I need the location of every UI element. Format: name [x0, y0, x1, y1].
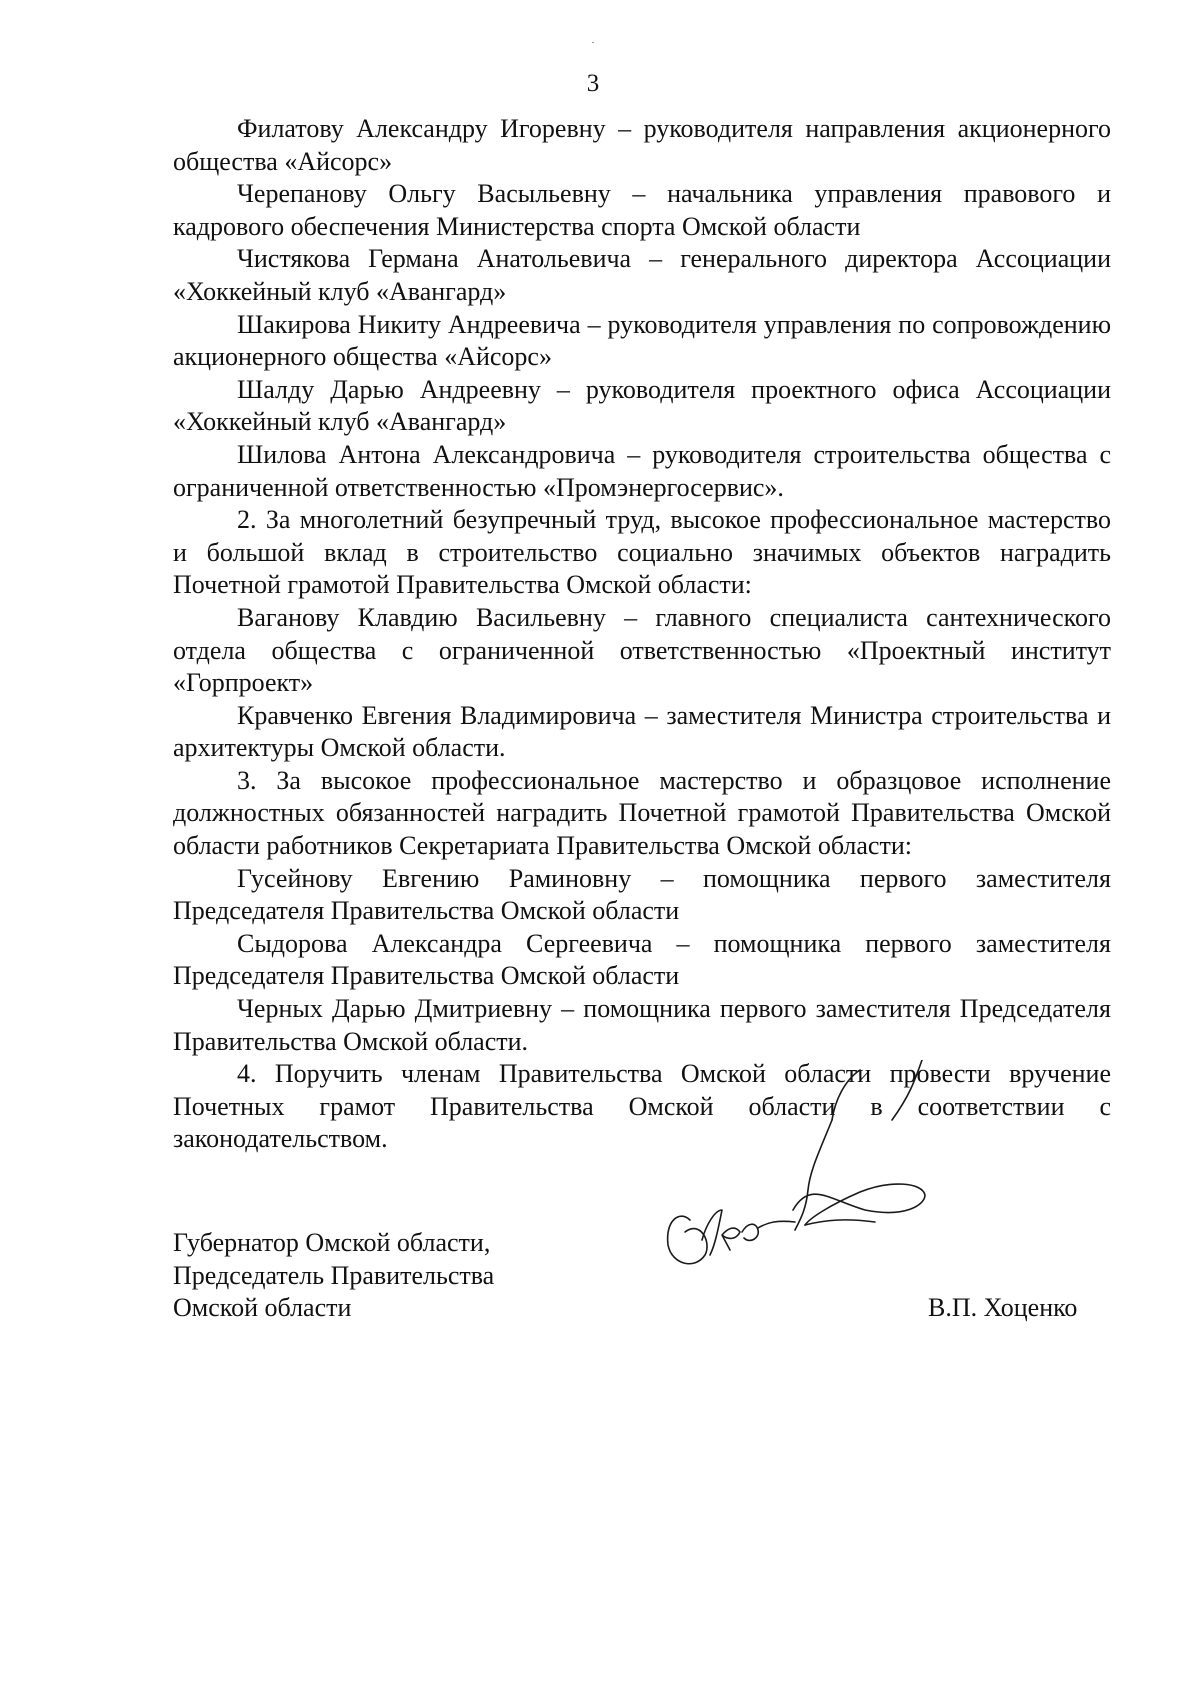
signatory-position-line: Председатель Правительства — [173, 1260, 495, 1290]
page-number: 3 — [586, 70, 600, 97]
award-entry-vaganova: Ваганову Клавдию Васильевну – главного специалиста сантехнического отдела общества с ограниченной ответственностью «Проектный институт «Горпроект» — [173, 602, 1111, 698]
award-entry-shilov: Шилова Антона Александровича – руководителя строительства общества с ограниченной ответственностью «Промэнергосервис». — [173, 439, 1111, 502]
award-entry-shalda: Шалду Дарью Андреевну – руководителя проектного офиса Ассоциации «Хоккейный клуб «Авангард» — [173, 374, 1111, 437]
signatory-position — [173, 1227, 593, 1325]
clause-4: 4. Поручить членам Правительства Омской области провести вручение Почетных грамот Правительства Омской области в соответствии с законодательством. — [173, 1059, 1111, 1154]
award-entry-cherepanova: Черепанову Ольгу Васыльевну – начальника управления правового и кадрового обеспечения Министерства спорта Омской области — [173, 179, 1111, 241]
clause-3: 3. За высокое профессиональное мастерство и образцовое исполнение должностных обязанностей наградить Почетной грамотой Правительства Омской области работников Секретариата Правительства Омской области: — [173, 765, 1111, 861]
award-entry-filatova: Филатову Александру Игоревну – руководителя направления акционерного общества «Айсорс» — [173, 114, 1111, 176]
award-entry-shakirov: Шакирова Никиту Андреевича – руководителя управления по сопровождению акционерного общества «Айсорс» — [173, 309, 1111, 372]
scan-speck — [592, 42, 594, 43]
clause-2: 2. За многолетний безупречный труд, высокое профессиональное мастерство и большой вклад в строительство социально значимых объектов наградить Почетной грамотой Правительства Омской области: — [173, 505, 1111, 600]
signatory-name: В.П. Хоценко — [928, 1293, 1078, 1322]
award-entry-chernykh: Черных Дарью Дмитриевну – помощника первого заместителя Председателя Правительства Омской области. — [173, 994, 1111, 1056]
award-entry-kravchenko: Кравченко Евгения Владимировича – заместителя Министра строительства и архитектуры Омской области. — [173, 700, 1111, 763]
document-body — [173, 113, 1111, 1156]
award-entry-sydorov: Сыдорова Александра Сергеевича – помощника первого заместителя Председателя Правительства Омской области — [173, 928, 1111, 991]
signatory-position-line: Омской области — [173, 1293, 352, 1323]
award-entry-chistyakov: Чистякова Германа Анатольевича – генерального директора Ассоциации «Хоккейный клуб «Авангард» — [173, 244, 1111, 306]
signatory-position-line: Губернатор Омской области, — [173, 1228, 491, 1257]
award-entry-guseynova: Гусейнову Евгению Раминовну – помощника первого заместителя Председателя Правительства Омской области — [173, 863, 1111, 926]
